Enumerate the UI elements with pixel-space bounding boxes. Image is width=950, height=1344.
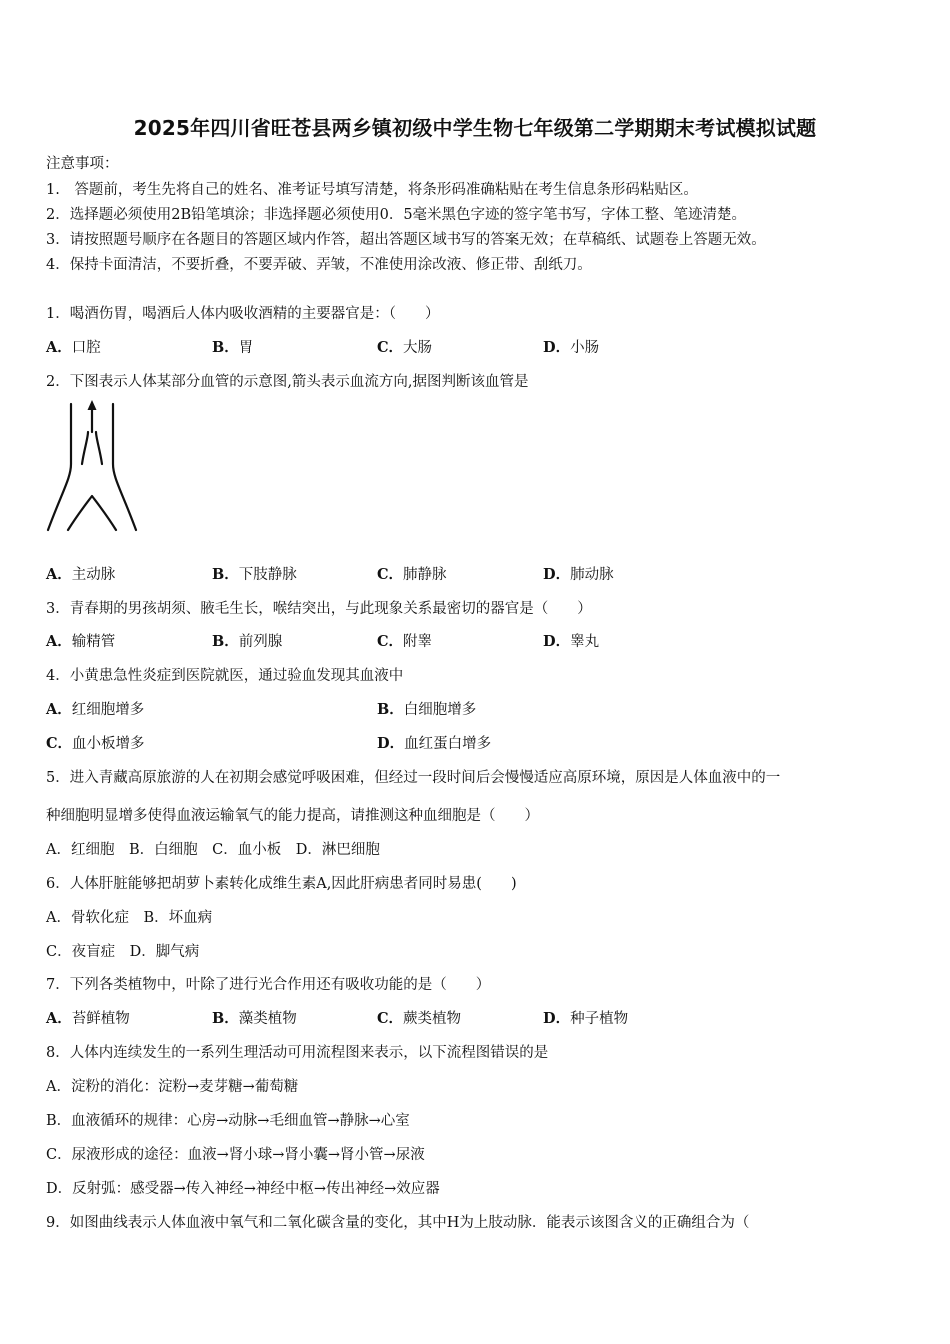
q1-option-a: A．口腔 <box>46 339 101 356</box>
question-6-stem: 6．人体肝脏能够把胡萝卜素转化成维生素A,因此肝病患者同时易患( ) <box>46 876 517 892</box>
vessel-left-outer-wall <box>48 404 71 530</box>
q4-option-b: B．白细胞增多 <box>377 701 477 718</box>
note-item-3: 3．请按照题号顺序在各题目的答题区域内作答，超出答题区域书写的答案无效；在草稿纸、试题卷上答题无效。 <box>46 232 766 248</box>
vessel-right-outer-wall <box>113 404 136 530</box>
note-item-1: 1. 答题前，考生先将自己的姓名、准考证号填写清楚，将条形码准确粘贴在考生信息条形码粘贴区。 <box>46 182 698 198</box>
q6-options-line-2: C．夜盲症 D．脚气病 <box>46 944 200 960</box>
q2-option-a: A．主动脉 <box>46 566 116 583</box>
q2-option-b: B．下肢静脉 <box>212 566 297 583</box>
q7-option-a: A．苔鲜植物 <box>46 1010 130 1027</box>
q7-option-d: D．种子植物 <box>543 1010 629 1027</box>
q8-option-c: C．尿液形成的途径：血液→肾小球→肾小囊→肾小管→尿液 <box>46 1147 425 1163</box>
q4-option-c: C．血小板增多 <box>46 735 145 752</box>
q5-options: A．红细胞 B．白细胞 C．血小板 D．淋巴细胞 <box>46 842 380 858</box>
blood-vessel-diagram <box>44 398 140 534</box>
q7-option-c: C．蕨类植物 <box>377 1010 462 1027</box>
q1-option-b: B．胃 <box>212 339 254 356</box>
q6-options-line-1: A．骨软化症 B．坏血病 <box>46 910 213 926</box>
question-5-stem-line-2: 种细胞明显增多使得血液运输氧气的能力提高，请推测这种血细胞是（ ） <box>46 808 539 824</box>
flow-arrow-icon <box>88 400 97 410</box>
note-item-2: 2．选择题必须使用2B铅笔填涂；非选择题必须使用0．5毫米黑色字迹的签字笔书写，字体工整、笔迹清楚。 <box>46 207 747 223</box>
question-9-stem: 9．如图曲线表示人体血液中氧气和二氧化碳含量的变化，其中H为上肢动脉．能表示该图含义的正确组合为（ <box>46 1215 750 1231</box>
q3-option-b: B．前列腺 <box>212 633 283 650</box>
question-5-stem-line-1: 5．进入青藏高原旅游的人在初期会感觉呼吸困难，但经过一段时间后会慢慢适应高原环境，原因是人体血液中的一 <box>46 770 781 786</box>
question-8-stem: 8．人体内连续发生的一系列生理活动可用流程图来表示，以下流程图错误的是 <box>46 1045 549 1061</box>
q2-option-d: D．肺动脉 <box>543 566 614 583</box>
flow-line-right <box>96 432 102 464</box>
q4-option-a: A．红细胞增多 <box>46 701 145 718</box>
q1-option-d: D．小肠 <box>543 339 600 356</box>
q7-option-b: B．藻类植物 <box>212 1010 297 1027</box>
question-2-stem: 2．下图表示人体某部分血管的示意图,箭头表示血流方向,据图判断该血管是 <box>46 374 529 390</box>
q8-option-d: D．反射弧：感受器→传入神经→神经中枢→传出神经→效应器 <box>46 1181 440 1197</box>
q3-option-a: A．输精管 <box>46 633 116 650</box>
q2-option-c: C．肺静脉 <box>377 566 447 583</box>
flow-line-left <box>82 432 88 464</box>
q4-option-d: D．血红蛋白增多 <box>377 735 492 752</box>
page-title: 2025年四川省旺苍县两乡镇初级中学生物七年级第二学期期末考试模拟试题 <box>133 116 817 140</box>
question-1-stem: 1．喝酒伤胃，喝酒后人体内吸收酒精的主要器官是：（ ） <box>46 306 440 322</box>
vessel-fork <box>68 496 116 530</box>
q8-option-a: A．淀粉的消化：淀粉→麦芽糖→葡萄糖 <box>46 1079 299 1095</box>
notes-heading: 注意事项： <box>46 156 119 172</box>
q3-option-d: D．睾丸 <box>543 633 600 650</box>
q3-option-c: C．附睾 <box>377 633 433 650</box>
question-3-stem: 3．青春期的男孩胡须、腋毛生长，喉结突出，与此现象关系最密切的器官是（ ） <box>46 601 592 617</box>
question-4-stem: 4．小黄患急性炎症到医院就医，通过验血发现其血液中 <box>46 668 404 684</box>
question-7-stem: 7．下列各类植物中，叶除了进行光合作用还有吸收功能的是（ ） <box>46 977 491 993</box>
q1-option-c: C．大肠 <box>377 339 433 356</box>
q8-option-b: B．血液循环的规律：心房→动脉→毛细血管→静脉→心室 <box>46 1113 410 1129</box>
note-item-4: 4．保持卡面清洁，不要折叠，不要弄破、弄皱，不准使用涂改液、修正带、刮纸刀。 <box>46 257 592 273</box>
